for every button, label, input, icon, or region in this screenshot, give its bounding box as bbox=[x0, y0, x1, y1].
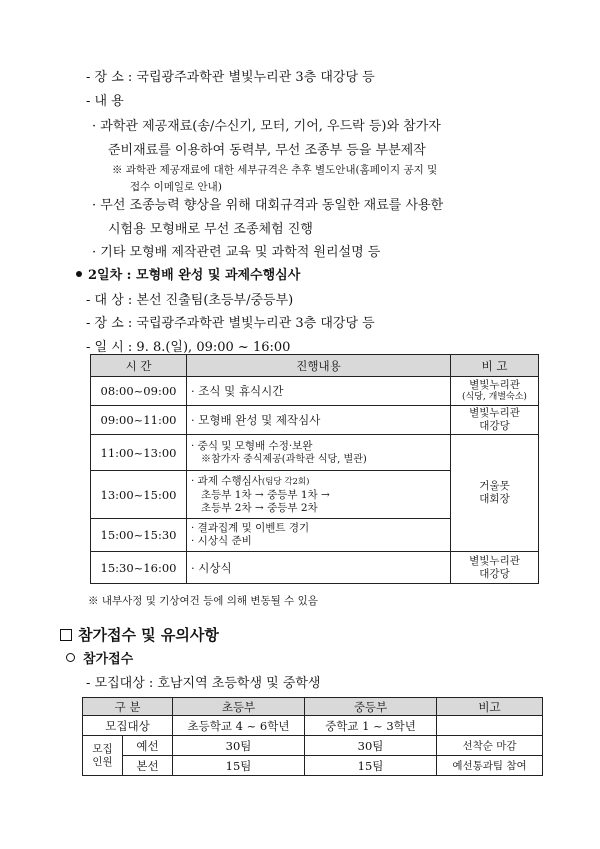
table-row: 13:00~15:00 · 과제 수행심사(팀당 각2회) 초등부 1차 → 중등부 1차 → 초등부 2차 → 중등부 2차 bbox=[91, 471, 539, 519]
table-row: 모집대상 초등학교 4 ~ 6학년 중학교 1 ~ 3학년 bbox=[83, 716, 543, 736]
merged-note: 거울못 대회장 bbox=[451, 435, 539, 552]
content-label: - 내 용 bbox=[86, 94, 124, 109]
table-row: 11:00~13:00 · 중식 및 모형배 수정·보완 ※참가자 중식제공(과학관 식당, 별관) 거울못 대회장 bbox=[91, 435, 539, 471]
header-note: 비 고 bbox=[451, 355, 539, 377]
square-bullet-icon bbox=[60, 629, 72, 641]
table-row: 08:00~09:00 · 조식 및 휴식시간 별빛누리관 (식당, 개별숙소) bbox=[91, 377, 539, 406]
bullet-item-2-cont: 시험용 모형배로 무선 조종체험 진행 bbox=[108, 222, 313, 237]
note-line-2: 접수 이메일로 안내) bbox=[130, 181, 222, 193]
table-row: 본선 15팀 15팀 예선통과팀 참여 bbox=[83, 756, 543, 776]
bullet-item-1-cont: 준비재료를 이용하여 동력부, 무선 조종부 등을 부분제작 bbox=[108, 143, 426, 158]
header-time: 시 간 bbox=[91, 355, 187, 377]
table-row: 15:00~15:30 · 결과집계 및 이벤트 경기 · 시상식 준비 bbox=[91, 519, 539, 552]
section-title: 참가접수 및 유의사항 bbox=[60, 626, 219, 644]
day2-place: - 장 소 : 국립광주과학관 별빛누리관 3층 대강당 등 bbox=[86, 316, 375, 331]
bullet-item-3: · 기타 모형배 제작관련 교육 및 과학적 원리설명 등 bbox=[92, 245, 381, 260]
bullet-item-1: · 과학관 제공재료(송/수신기, 모터, 기어, 우드락 등)와 참가자 bbox=[92, 119, 441, 134]
note-line-1: ※ 과학관 제공재료에 대한 세부규격은 추후 별도안내(홈페이지 공지 및 bbox=[112, 164, 438, 176]
section-sub: 참가접수 bbox=[66, 652, 133, 668]
place-line: - 장 소 : 국립광주과학관 별빛누리관 3층 대강당 등 bbox=[86, 70, 375, 85]
table-row: 09:00~11:00 · 모형배 완성 및 제작심사 별빛누리관 대강당 bbox=[91, 406, 539, 435]
header-content: 진행내용 bbox=[187, 355, 451, 377]
day2-heading: 2일차 : 모형배 완성 및 과제수행심사 bbox=[76, 268, 300, 284]
day2-date: - 일 시 : 9. 8.(일), 09:00 ~ 16:00 bbox=[86, 340, 291, 355]
recruit-header-row: 구 분 초등부 중등부 비고 bbox=[83, 698, 543, 716]
schedule-footnote: ※ 내부사정 및 기상여건 등에 의해 변동될 수 있음 bbox=[88, 595, 318, 607]
circle-bullet-icon bbox=[66, 653, 75, 662]
bullet-dot-icon bbox=[76, 271, 82, 277]
schedule-header-row bbox=[91, 355, 539, 377]
table-row: 모집 인원 예선 30팀 30팀 선착순 마감 bbox=[83, 736, 543, 756]
recruit-target: - 모집대상 : 호남지역 초등학생 및 중학생 bbox=[86, 676, 321, 691]
recruit-table bbox=[82, 697, 543, 776]
bullet-item-2: · 무선 조종능력 향상을 위해 대회규격과 동일한 재료를 사용한 bbox=[92, 198, 444, 213]
table-row: 15:30~16:00 · 시상식 별빛누리관 대강당 bbox=[91, 552, 539, 584]
schedule-table bbox=[90, 354, 539, 584]
day2-target: - 대 상 : 본선 진출팀(초등부/중등부) bbox=[86, 293, 294, 308]
